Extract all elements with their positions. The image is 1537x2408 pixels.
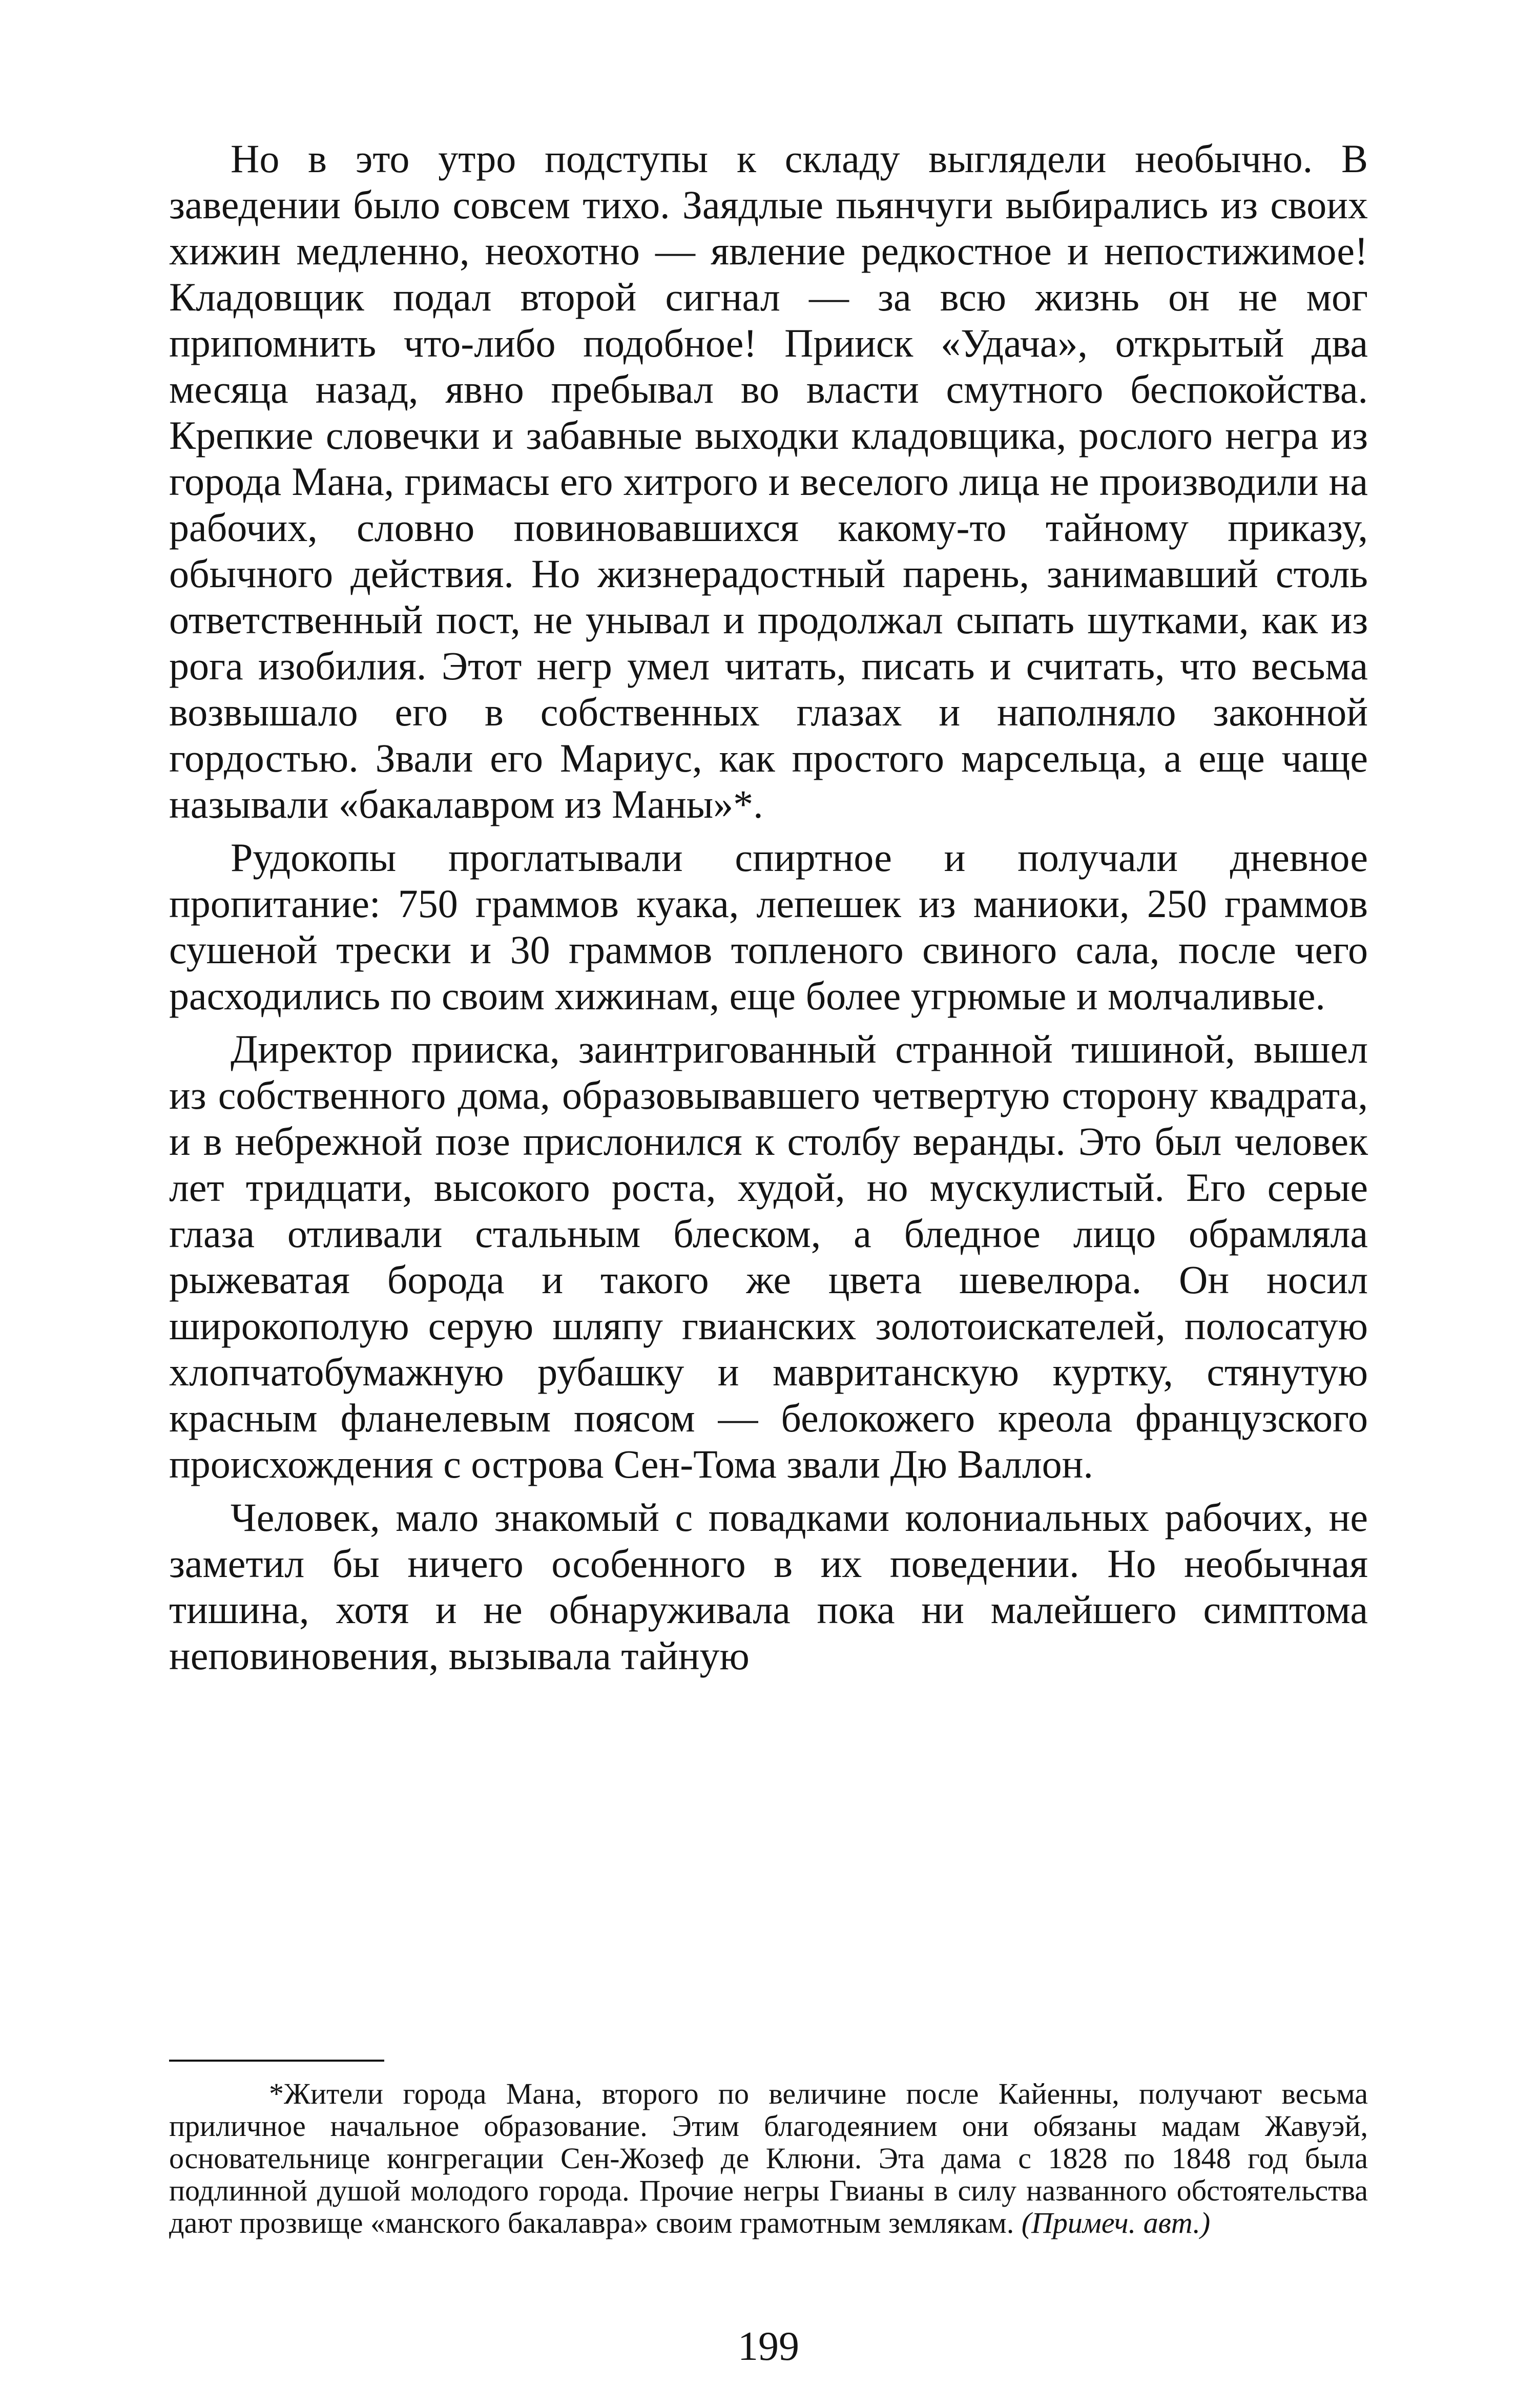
footnote-author-note <box>1022 2206 1210 2239</box>
footnote <box>169 2078 1368 2239</box>
paragraph-4: Человек, мало знакомый с повадками колониальных рабочих, не заметил бы ничего особенного в их поведении. Но необычная тишина, хотя и не обнаруживала пока ни малейшего симптома неповиновения, вызывала тайную <box>169 1495 1368 1678</box>
paragraph-2: Рудокопы проглатывали спиртное и получали дневное пропитание: 750 граммов куака, лепешек из маниоки, 250 граммов сушеной трески и 30 граммов топленого свиного сала, после чего расходились по своим хижинам, еще более угрюмые и молчаливые. <box>169 835 1368 1018</box>
main-text <box>169 136 1368 1686</box>
paragraph-1: Но в это утро подступы к складу выглядели необычно. В заведении было совсем тихо. Заядлые пьянчуги выбирались из своих хижин медленно, неохотно — явление редкостное и непостижимое! Кладовщик подал второй сигнал — за всю жизнь он не мог припомнить что-либо подобное! Прииск «Удача», открытый два месяца назад, явно пребывал во власти смутного беспокойства. Крепкие словечки и забавные выходки кладовщика, рослого негра из города Мана, гримасы его хитрого и веселого лица не производили на рабочих, словно повиновавшихся какому-то тайному приказу, обычного действия. Но жизнерадостный парень, занимавший столь ответственный пост, не унывал и продолжал сыпать шутками, как из рога изобилия. Этот негр умел читать, писать и считать, что весьма возвышало его в собственных глазах и наполняло законной гордостью. Звали его Мариус, как простого марсельца, а еще чаще называли «бакалавром из Маны»*. <box>169 136 1368 826</box>
footnote-author-note-text: (Примеч. авт.) <box>1021 2206 1211 2239</box>
footnote-separator <box>169 2060 384 2062</box>
footnote-text: *Жители города Мана, второго по величине после Кайенны, получают весьма приличное начальное образование. Этим благодеянием они обязаны мадам Жавуэй, основательнице конгрегации Сен-Жозеф де Клюни. Эта дама с 1828 по 1848 год была подлинной душой молодого города. Прочие негры Гвианы в силу названного обстоятельства дают прозвище «манского бакалавра» своим грамотным землякам. <box>169 2077 1368 2239</box>
paragraph-3: Директор прииска, заинтригованный странной тишиной, вышел из собственного дома, образовывавшего четвертую сторону квадрата, и в небрежной позе прислонился к столбу веранды. Это был человек лет тридцати, высокого роста, худой, но мускулистый. Его серые глаза отливали стальным блеском, а бледное лицо обрамляла рыжеватая борода и такого же цвета шевелюра. Он носил широкополую серую шляпу гвианских золотоискателей, полосатую хлопчатобумажную рубашку и мавританскую куртку, стянутую красным фланелевым поясом — белокожего креола французского происхождения с острова Сен-Тома звали Дю Валлон. <box>169 1027 1368 1486</box>
book-page <box>169 136 1368 2369</box>
page-number: 199 <box>738 2324 799 2369</box>
